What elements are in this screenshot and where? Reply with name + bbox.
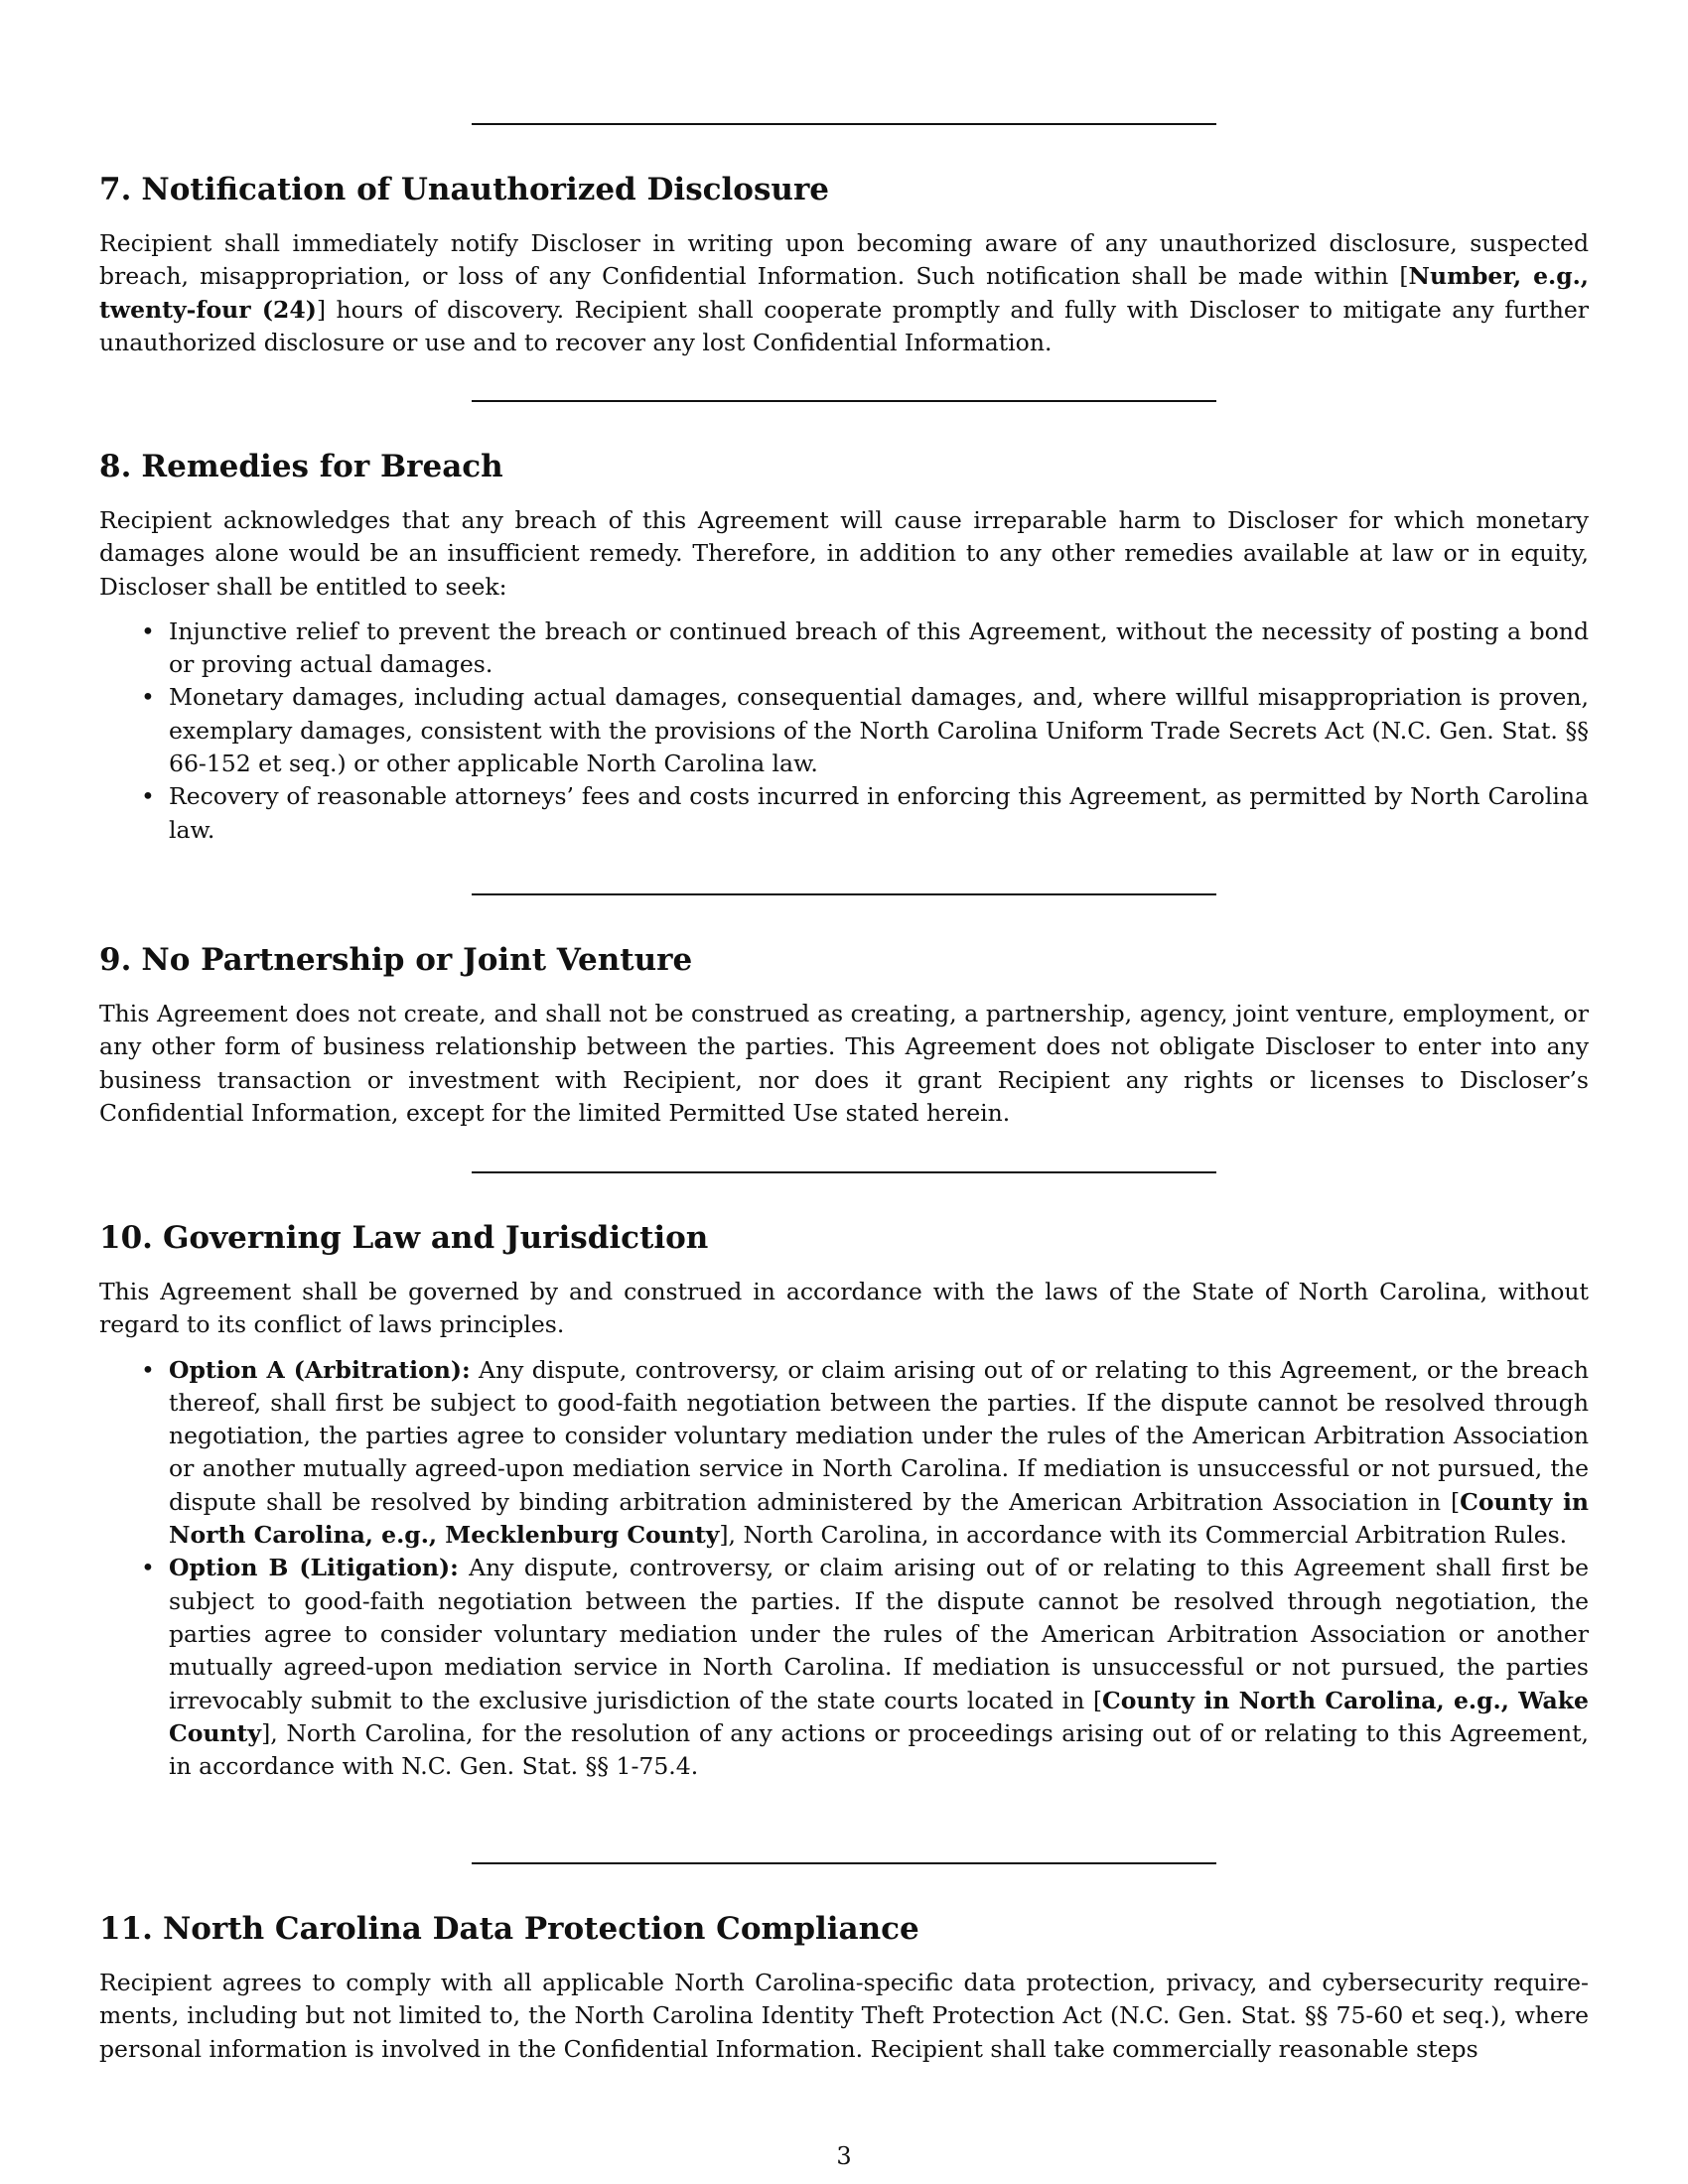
remedies-list <box>99 615 1589 847</box>
list-item <box>141 615 1589 682</box>
list-item-text: Recovery of reasonable attorneys’ fees and costs incurred in enforcing this Agreement, as permitted by North Carolina law. <box>169 782 1589 844</box>
jurisdiction-options-list <box>99 1354 1589 1784</box>
section-11 <box>99 1909 1589 2066</box>
page-number: 3 <box>836 2142 852 2170</box>
section-heading <box>99 170 1589 209</box>
option-a-item <box>141 1354 1589 1553</box>
list-item-text: ], North Carolina, in accordance with its Commercial Arbitration Rules. <box>719 1521 1568 1550</box>
paragraph-text: ] hours of discovery. Recipient shall cooperate promptly and fully with Discloser to mitigate any further unauthorized disclosure or use and to recover any lost Confidential Information. <box>99 295 1589 356</box>
placeholder-text: County in North Carolina, e.g., Mecklenburg County <box>169 1487 1589 1550</box>
section-number: 7. <box>99 172 132 207</box>
placeholder-text: County in North Carolina, e.g., Wake County <box>169 1686 1589 1747</box>
section-paragraph: This Agreement does not create, and shall not be construed as creating, a partnership, agency, joint venture, employment, or any other form of business relationship between the parties. This Agreement does not obligate Discloser to enter into any business transaction or investment with Recipient, nor does it grant Recipient any rights or licenses to Discloser’s Confidential Information, except for the limited Permitted Use stated herein. <box>99 1000 1589 1127</box>
list-item-text: Injunctive relief to prevent the breach or continued breach of this Agreement, without the necessity of posting a bond or proving actual damages. <box>169 616 1589 679</box>
section-9 <box>99 940 1589 1130</box>
bullet-icon: • <box>141 616 155 645</box>
list-item-text: ], North Carolina, for the resolution of any actions or proceedings arising out of or relating to this Agreement, in accordance with N.C. Gen. Stat. §§ 1-75.4. <box>169 1718 1589 1781</box>
section-number: 11. <box>99 1911 153 1947</box>
bullet-icon: • <box>141 782 155 811</box>
option-label: Option A (Arbitration): <box>169 1355 471 1384</box>
section-paragraph: This Agreement shall be governed by and construed in accordance with the laws of the State of North Carolina, without regard to its conflict of laws principles. <box>99 1278 1589 1339</box>
section-title: North Carolina Data Protection Compliance <box>162 1911 919 1947</box>
section-8 <box>99 447 1589 847</box>
list-item-text: Any dispute, controversy, or claim arising out of or relating to this Agreement, or the breach thereof, shall first be subject to good-faith negotiation between the parties. If the dispute cannot be resolved through negotiation, the parties agree to consider voluntary mediation under the rules of the American Arbitration Association or another mutually agreed-upon mediation service in North Carolina. If mediation is unsuccessful or not pursued, the dispute shall be resolved by binding arbitration administered by the American Arbitration Association in [ <box>169 1355 1589 1516</box>
placeholder-text: Number, e.g., twenty-four (24) <box>99 262 1589 324</box>
section-divider <box>472 1171 1216 1173</box>
bullet-icon: • <box>141 1554 155 1582</box>
section-title: Notification of Unauthorized Disclosure <box>141 172 830 207</box>
section-10 <box>99 1218 1589 1783</box>
section-title: Remedies for Breach <box>141 449 503 484</box>
list-item-text: Any dispute, controversy, or claim arising out of or relating to this Agreement shall first be subject to good-faith negotiation between the parties. If the dispute cannot be resolved through negotiation, the parties agree to consider voluntary mediation under the rules of the American Arbitration Association or another mutually agreed-upon mediation service in North Carolina. If mediation is unsuccessful or not pursued, the parties irrevocably submit to the exclusive jurisdiction of the state courts located in [ <box>169 1554 1589 1714</box>
list-item-text: Monetary damages, including actual damages, consequential damages, and, where willful misappropriation is proven, exemplary damages, consistent with the provisions of the North Carolina Uniform Trade Secrets Act (N.C. Gen. Stat. §§ 66-152 et seq.) or other applicable North Carolina law. <box>169 683 1589 778</box>
list-item <box>141 780 1589 847</box>
section-divider <box>472 400 1216 402</box>
section-7 <box>99 170 1589 359</box>
section-heading <box>99 940 1589 980</box>
section-number: 9. <box>99 942 132 978</box>
section-paragraph: Recipient acknowledges that any breach of this Agreement will cause irreparable harm to Discloser for which monetary damages alone would be an insufficient remedy. Therefore, in addition to any other remedies available at law or in equity, Discloser shall be entitled to seek: <box>99 506 1589 601</box>
option-label: Option B (Litigation): <box>169 1554 459 1582</box>
section-title: Governing Law and Jurisdiction <box>162 1220 709 1256</box>
section-number: 10. <box>99 1220 153 1256</box>
section-divider <box>472 893 1216 895</box>
bullet-icon: • <box>141 683 155 712</box>
section-paragraph: Recipient agrees to comply with all applicable North Carolina-specific data protection, privacy, and cybersecurity requirements, including but not limited to, the North Carolina Identity Theft Protection Act (N.C. Gen. Stat. §§ 75-60 et seq.), where personal information is involved in the Confidential Information. Recipient shall take commercially reasonable steps <box>99 1969 1589 2063</box>
section-heading <box>99 447 1589 486</box>
section-number: 8. <box>99 449 132 484</box>
bullet-icon: • <box>141 1355 155 1384</box>
list-item <box>141 681 1589 780</box>
section-paragraph <box>99 227 1589 359</box>
section-divider <box>472 1862 1216 1864</box>
section-heading <box>99 1218 1589 1258</box>
paragraph-text: Recipient shall immediately notify Discloser in writing upon becoming aware of any unauthorized disclosure, suspected breach, misappropriation, or loss of any Confidential Information. Such notification shall be made within [ <box>99 229 1589 291</box>
section-heading <box>99 1909 1589 1949</box>
section-divider <box>472 123 1216 125</box>
section-title: No Partnership or Joint Venture <box>141 942 693 978</box>
option-b-item <box>141 1552 1589 1783</box>
